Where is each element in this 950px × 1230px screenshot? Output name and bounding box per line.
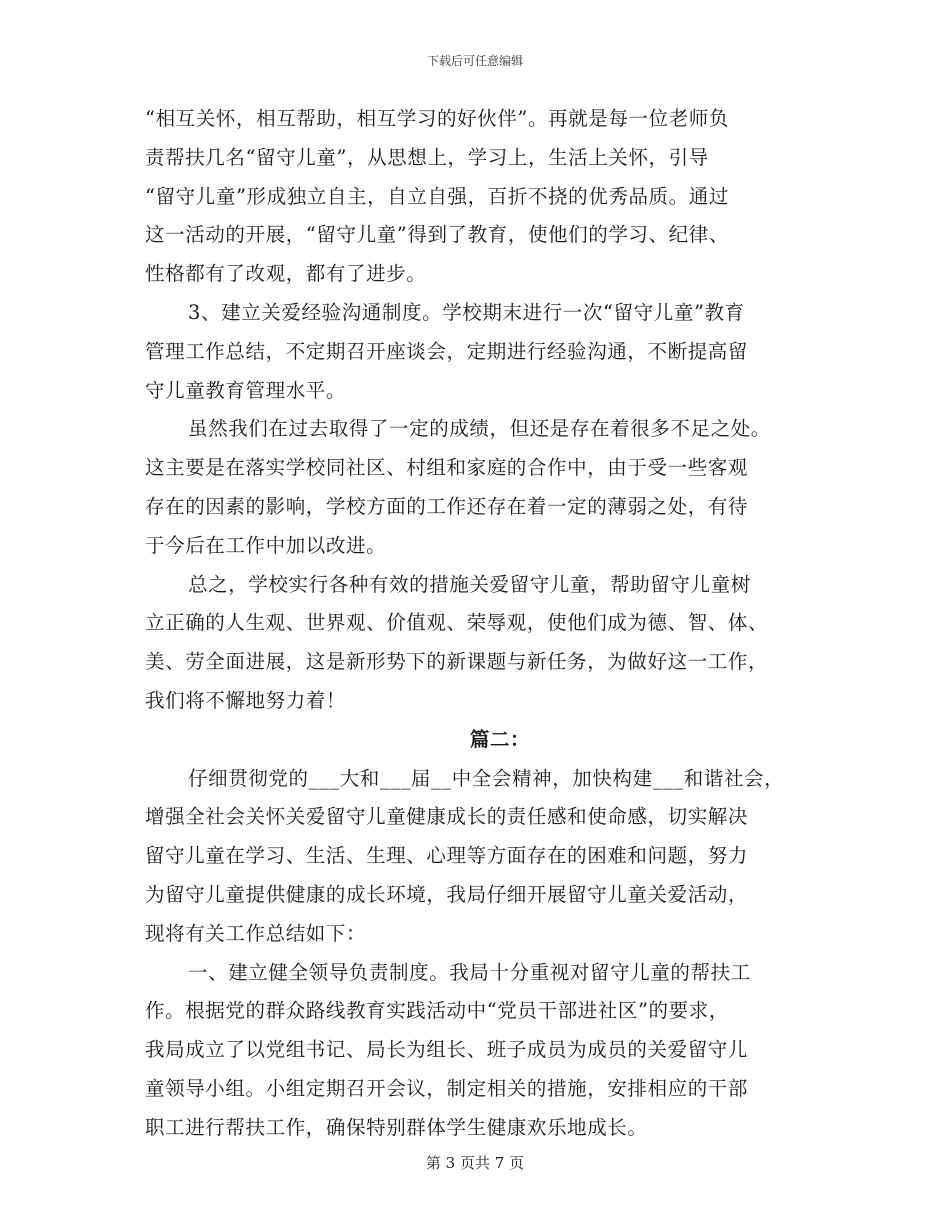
paragraph-line: 一、建立健全领导负责制度。我局十分重视对留守儿童的帮扶工 [188, 960, 751, 984]
section-heading: 篇二： [469, 727, 531, 751]
document-body [145, 100, 835, 1148]
paragraph-line: 职工进行帮扶工作，确保特别群体学生健康欢乐地成长。 [145, 1115, 648, 1139]
paragraph-line: 这主要是在落实学校同社区、村组和家庭的合作中，由于受一些客观 [145, 456, 749, 480]
page-number: 第 3 页共 7 页 [425, 1154, 525, 1172]
paragraph-line: “留守儿童”形成独立自主，自立自强，百折不挠的优秀品质。通过 [145, 184, 729, 208]
paragraph-line: 我局成立了以党组书记、局长为组长、班子成员为成员的关爱留守儿 [145, 1038, 749, 1062]
paragraph-line: 总之，学校实行各种有效的措施关爱留守儿童，帮助留守儿童树 [188, 572, 751, 596]
paragraph-line: 管理工作总结，不定期召开座谈会，定期进行经验沟通，不断提高留 [145, 339, 749, 363]
paragraph-line: 于今后在工作中加以改进。 [145, 533, 387, 557]
paragraph-line: 虽然我们在过去取得了一定的成绩，但还是存在着很多不足之处。 [188, 417, 771, 441]
paragraph-line: 性格都有了改观，都有了进步。 [145, 262, 427, 286]
paragraph-line: 为留守儿童提供健康的成长环境，我局仔细开展留守儿童关爱活动， [145, 882, 749, 906]
paragraph-line: 童领导小组。小组定期召开会议，制定相关的措施，安排相应的干部 [145, 1076, 749, 1100]
paragraph-line: 这一活动的开展，“留守儿童”得到了教育，使他们的学习、纪律、 [145, 223, 729, 247]
paragraph-line: 留守儿童在学习、生活、生理、心理等方面存在的困难和问题，努力 [145, 844, 749, 868]
paragraph-line: 作。根据党的群众路线教育实践活动中“党员干部进社区”的要求， [145, 999, 729, 1023]
paragraph-line: 责帮扶几名“留守儿童”，从思想上，学习上，生活上关怀，引导 [145, 145, 709, 169]
paragraph-line: 守儿童教育管理水平。 [145, 378, 347, 402]
paragraph-line: 现将有关工作总结如下： [145, 921, 367, 945]
paragraph-line: 立正确的人生观、世界观、价值观、荣辱观，使他们成为德、智、体、 [145, 611, 769, 635]
paragraph-line: 存在的因素的影响，学校方面的工作还存在着一定的薄弱之处，有待 [145, 494, 749, 518]
paragraph-line: 仔细贯彻党的___大和___届__中全会精神，加快构建___和谐社会， [188, 766, 785, 790]
paragraph-line: 3、建立关爱经验沟通制度。学校期末进行一次“留守儿童”教育 [188, 300, 745, 324]
page-header: 下载后可任意编辑 [426, 54, 523, 68]
paragraph-line: 美、劳全面进展，这是新形势下的新课题与新任务，为做好这一工作， [145, 650, 769, 674]
paragraph-line: “相互关怀，相互帮助，相互学习的好伙伴”。再就是每一位老师负 [145, 107, 729, 130]
paragraph-line: 增强全社会关怀关爱留守儿童健康成长的责任感和使命感，切实解决 [145, 805, 749, 829]
paragraph-line: 我们将不懈地努力着！ [145, 688, 347, 712]
